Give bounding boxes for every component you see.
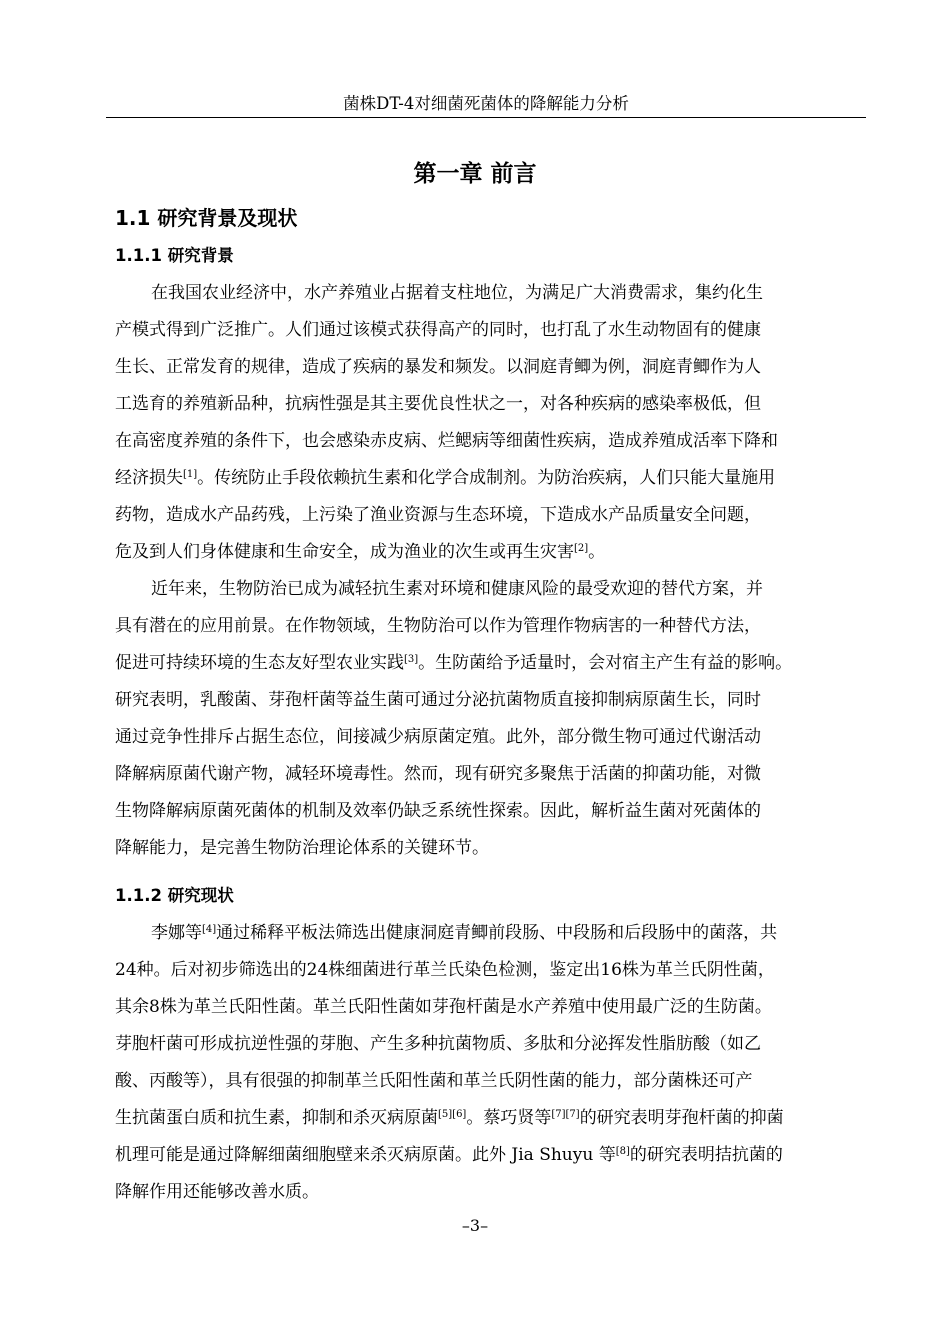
text-line: 酸、丙酸等），具有很强的抑制革兰氏阳性菌和革兰氏阴性菌的能力，部分菌株还可产 (115, 1071, 753, 1091)
text-line: 药物，造成水产品药残，上污染了渔业资源与生态环境，下造成水产品质量安全问题， (115, 505, 761, 525)
section-heading-1-1: 1.1 研究背景及现状 (115, 206, 298, 230)
text-line: 24种。后对初步筛选出的24株细菌进行革兰氏染色检测，鉴定出16株为革兰氏阴性菌， (115, 960, 775, 980)
text-line: 降解能力，是完善生物防治理论体系的关键环节。 (115, 838, 489, 858)
text-line: 近年来，生物防治已成为减轻抗生素对环境和健康风险的最受欢迎的替代方案，并 (151, 579, 763, 599)
text-line: 具有潜在的应用前景。在作物领域，生物防治可以作为管理作物病害的一种替代方法， (115, 616, 761, 636)
text-fragment: 。生防菌给予适量时，会对宿主产生有益的影响。 (418, 653, 793, 673)
text-line: 通过竞争性排斥占据生态位，间接减少病原菌定殖。此外，部分微生物可通过代谢活动 (115, 727, 761, 747)
text-line: 降解病原菌代谢产物，减轻环境毒性。然而，现有研究多聚焦于活菌的抑菌功能，对微 (115, 764, 761, 784)
text-fragment: 的研究表明芽孢杆菌的抑菌 (579, 1108, 784, 1128)
text-line (115, 1100, 855, 1137)
text-fragment: 促进可持续环境的生态友好型农业实践 (115, 653, 404, 673)
citation-ref: [5][6] (438, 1109, 467, 1120)
text-line: 芽胞杆菌可形成抗逆性强的芽胞、产生多种抗菌物质、多肽和分泌挥发性脂肪酸（如乙 (115, 1034, 761, 1054)
text-fragment: 经济损失 (115, 468, 183, 488)
section-heading-1-1-2: 1.1.2 研究现状 (115, 886, 234, 905)
page-number: –3– (461, 1216, 489, 1235)
text-fragment: 生抗菌蛋白质和抗生素，抑制和杀灭病原菌 (115, 1108, 438, 1128)
text-fragment: 李娜等 (151, 923, 202, 943)
text-line: 生长、正常发育的规律，造成了疾病的暴发和频发。以洞庭青鲫为例，洞庭青鲫作为人 (115, 357, 761, 377)
text-fragment: 危及到人们身体健康和生命安全，成为渔业的次生或再生灾害 (115, 542, 574, 562)
text-line: 降解作用还能够改善水质。 (115, 1182, 319, 1202)
running-header: 菌株DT-4对细菌死菌体的降解能力分析 (343, 94, 629, 113)
text-line: 在我国农业经济中，水产养殖业占据着支柱地位，为满足广大消费需求，集约化生 (151, 283, 763, 303)
text-line (115, 915, 855, 952)
text-fragment: 。传统防止手段依赖抗生素和化学合成制剂。为防治疾病，人们只能大量施用 (197, 468, 776, 488)
citation-ref: [1] (183, 469, 198, 480)
text-line: 生物降解病原菌死菌体的机制及效率仍缺乏系统性探索。因此，解析益生菌对死菌体的 (115, 801, 761, 821)
paragraph-research-background-2 (115, 571, 855, 867)
chapter-title: 第一章 前言 (413, 161, 537, 187)
text-line (115, 534, 855, 571)
text-line: 在高密度养殖的条件下，也会感染赤皮病、烂鳃病等细菌性疾病，造成养殖成活率下降和 (115, 431, 778, 451)
text-fragment: 。蔡巧贤等 (466, 1108, 552, 1128)
text-line (115, 460, 855, 497)
text-line (115, 1137, 855, 1174)
text-line: 产模式得到广泛推广。人们通过该模式获得高产的同时，也打乱了水生动物固有的健康 (115, 320, 761, 340)
citation-ref: [4] (202, 924, 217, 935)
text-fragment: 通过稀释平板法筛选出健康洞庭青鲫前段肠、中段肠和后段肠中的菌落，共 (216, 923, 778, 943)
text-fragment: 。 (588, 542, 606, 562)
paragraph-research-status (115, 915, 855, 1211)
citation-ref: [3] (404, 654, 419, 665)
text-fragment: 机理可能是通过降解细菌细胞壁来杀灭病原菌。此外 Jia Shuyu 等 (115, 1145, 616, 1165)
text-line (115, 645, 855, 682)
header-rule (106, 117, 866, 118)
section-heading-1-1-1: 1.1.1 研究背景 (115, 246, 234, 265)
text-fragment: 的研究表明拮抗菌的 (629, 1145, 783, 1165)
text-line: 研究表明，乳酸菌、芽孢杆菌等益生菌可通过分泌抗菌物质直接抑制病原菌生长，同时 (115, 690, 761, 710)
citation-ref: [2] (574, 543, 589, 554)
text-line: 其余8株为革兰氏阳性菌。革兰氏阳性菌如芽孢杆菌是水产养殖中使用最广泛的生防菌。 (115, 997, 772, 1017)
text-line: 工选育的养殖新品种，抗病性强是其主要优良性状之一，对各种疾病的感染率极低，但 (115, 394, 761, 414)
paragraph-research-background-1 (115, 275, 855, 571)
citation-ref: [8] (615, 1146, 630, 1157)
citation-ref: [7][7] (551, 1109, 580, 1120)
